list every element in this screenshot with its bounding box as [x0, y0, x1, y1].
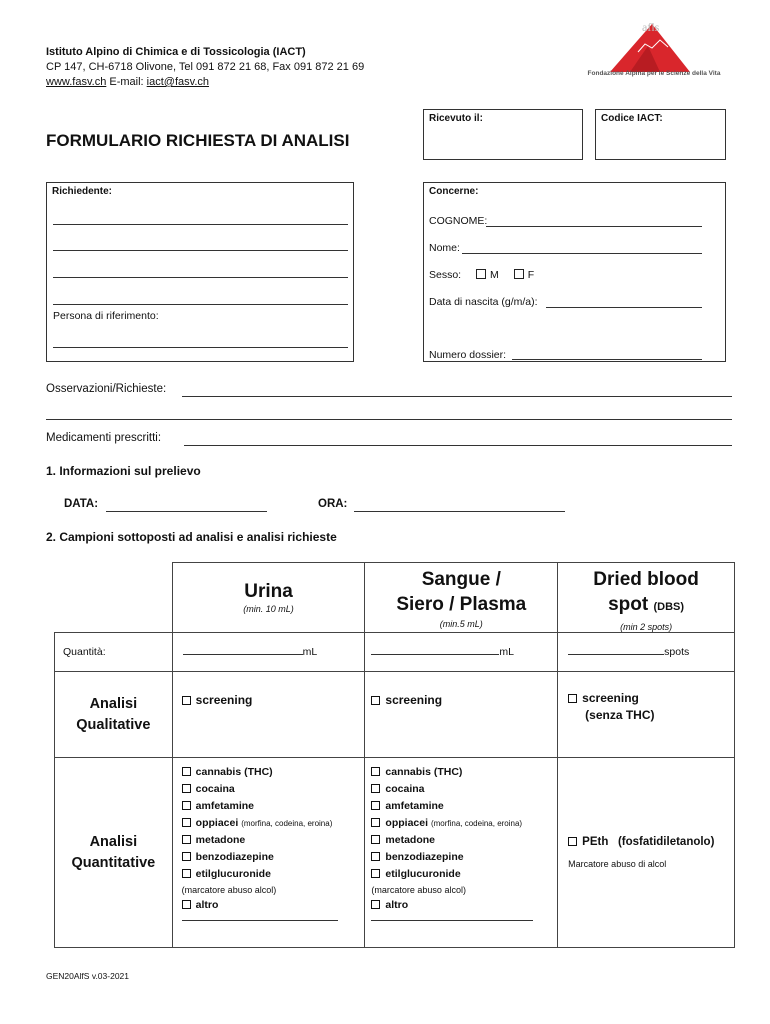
blood-benzo-label: benzodiazepine [385, 851, 464, 863]
urine-item-cannabis[interactable] [182, 764, 365, 781]
observations-line-1[interactable] [182, 396, 732, 397]
blood-cocaine-checkbox[interactable] [371, 784, 380, 793]
urine-opiates-note: (morfina, codeina, eroina) [241, 819, 333, 828]
urine-item-benzo[interactable] [182, 849, 365, 866]
dbs-peth-checkbox[interactable] [568, 837, 577, 846]
col-header-urine [172, 563, 365, 633]
col-blood-sub: (min.5 mL) [439, 619, 483, 629]
blood-item-cocaine[interactable] [371, 781, 557, 798]
requester-line-3[interactable] [53, 277, 348, 278]
unit-dbs: spots [664, 646, 690, 658]
urine-item-methadone[interactable] [182, 832, 365, 849]
urine-other-field[interactable] [182, 920, 338, 921]
col-blood-title1: Sangue / [421, 569, 501, 590]
name-label: Nome: [429, 242, 460, 254]
blood-item-opiates[interactable] [371, 815, 557, 832]
urine-amphetamine-checkbox[interactable] [182, 801, 191, 810]
observations-line-2[interactable] [46, 419, 732, 420]
code-label: Codice IACT: [601, 113, 663, 124]
urine-item-etg[interactable] [182, 866, 365, 883]
birth-label: Data di nascita (g/m/a): [429, 296, 538, 308]
dbs-peth-note: Marcatore abuso di alcol [568, 859, 667, 869]
concerns-label: Concerne: [429, 186, 479, 197]
contact-line [46, 74, 209, 90]
screening-dbs-label: screening [582, 691, 639, 705]
urine-methadone-label: metadone [195, 834, 246, 846]
sex-label: Sesso: [429, 269, 462, 281]
institute-address: CP 147, CH-6718 Olivone, Tel 091 872 21 68, Fax 091 872 21 69 [46, 61, 365, 73]
blood-other-label: altro [385, 899, 409, 911]
time-field[interactable] [354, 511, 565, 512]
contact-person-label: Persona di riferimento: [53, 310, 159, 322]
sex-row [429, 269, 534, 281]
medications-line[interactable] [184, 445, 732, 446]
screening-urine-checkbox[interactable] [182, 696, 191, 705]
urine-other-label: altro [195, 899, 219, 911]
blood-cannabis-label: cannabis (THC) [385, 766, 463, 778]
col-header-blood [365, 563, 558, 633]
sex-f-checkbox[interactable] [514, 269, 524, 279]
blood-cocaine-label: cocaina [385, 783, 425, 795]
blood-cannabis-checkbox[interactable] [371, 767, 380, 776]
date-label: DATA: [64, 498, 99, 510]
section1-title: 1. Informazioni sul prelievo [46, 464, 201, 478]
blood-item-cannabis[interactable] [371, 764, 557, 781]
dossier-label: Numero dossier: [429, 349, 507, 361]
afls-logo [587, 14, 721, 84]
quantitative-dbs [558, 758, 735, 948]
col-urine-sub: (min. 10 mL) [243, 604, 294, 614]
analysis-table [54, 562, 735, 948]
urine-benzo-label: benzodiazepine [195, 851, 274, 863]
col-urine-title: Urina [244, 581, 293, 602]
urine-benzo-checkbox[interactable] [182, 852, 191, 861]
urine-opiates-label: oppiacei [195, 817, 239, 829]
quantitative-label2: Quantitative [71, 854, 156, 871]
quantity-blood[interactable] [365, 633, 558, 672]
quantitative-urine [172, 758, 365, 948]
received-label: Ricevuto il: [429, 113, 483, 124]
observations-label: Osservazioni/Richieste: [46, 383, 167, 395]
urine-item-other[interactable] [182, 897, 365, 914]
blood-item-other[interactable] [371, 897, 557, 914]
blood-etg-checkbox[interactable] [371, 869, 380, 878]
quantitative-row-label [55, 758, 173, 948]
blood-benzo-checkbox[interactable] [371, 852, 380, 861]
urine-opiates-checkbox[interactable] [182, 818, 191, 827]
requester-line-2[interactable] [53, 250, 348, 251]
screening-dbs-checkbox[interactable] [568, 694, 577, 703]
blood-other-checkbox[interactable] [371, 900, 380, 909]
qualitative-dbs [558, 672, 735, 758]
blood-opiates-note: (morfina, codeina, eroina) [430, 819, 523, 828]
screening-blood-option[interactable] [371, 692, 557, 709]
blood-etg-label: etilglucuronide [385, 868, 461, 880]
website-link[interactable]: www.fasv.ch [46, 76, 107, 88]
urine-item-amphetamine[interactable] [182, 798, 365, 815]
received-box[interactable] [423, 109, 583, 160]
urine-amphetamine-label: amfetamine [195, 800, 255, 812]
blood-item-benzo[interactable] [371, 849, 557, 866]
requester-box [46, 182, 354, 362]
qualitative-urine [172, 672, 365, 758]
requester-line-1[interactable] [53, 224, 348, 225]
sex-m-checkbox[interactable] [476, 269, 486, 279]
quantitative-blood [365, 758, 558, 948]
col-header-dbs [558, 563, 735, 633]
blood-amphetamine-checkbox[interactable] [371, 801, 380, 810]
blood-amphetamine-label: amfetamine [385, 800, 444, 812]
section2-title: 2. Campioni sottoposti ad analisi e analisi richieste [46, 530, 337, 544]
requester-label: Richiedente: [52, 186, 113, 197]
screening-blood-label: screening [385, 693, 443, 707]
urine-methadone-checkbox[interactable] [182, 835, 191, 844]
requester-line-4[interactable] [53, 304, 348, 305]
birth-field[interactable] [546, 307, 702, 308]
blood-methadone-checkbox[interactable] [371, 835, 380, 844]
concerns-box [423, 182, 726, 362]
screening-blood-checkbox[interactable] [371, 696, 380, 705]
qualitative-label1: Analisi [89, 695, 138, 712]
qualitative-label2: Qualitative [76, 716, 151, 733]
surname-field[interactable] [486, 226, 702, 227]
col-dbs-title2-row [558, 592, 734, 620]
sex-f-option[interactable] [514, 269, 534, 281]
dossier-field[interactable] [512, 359, 702, 360]
dbs-items [568, 834, 734, 871]
urine-items [182, 764, 365, 921]
blood-other-field[interactable] [371, 920, 533, 921]
col-dbs-suffix: (DBS) [653, 601, 685, 613]
table-corner [55, 563, 173, 633]
urine-cocaine-label: cocaina [195, 783, 235, 795]
blood-etg-note: (marcatore abuso alcol) [371, 885, 466, 895]
unit-urine: mL [302, 646, 318, 658]
col-dbs-title1: Dried blood [593, 569, 699, 590]
col-dbs-title2: spot [608, 594, 649, 615]
sex-f-label: F [527, 269, 535, 281]
col-dbs-sub: (min 2 spots) [620, 622, 673, 632]
screening-dbs-note: (senza THC) [585, 708, 655, 722]
quantity-urine[interactable] [172, 633, 365, 672]
email-link[interactable]: iact@fasv.ch [146, 76, 209, 88]
blood-item-amphetamine[interactable] [371, 798, 557, 815]
surname-label: COGNOME: [429, 215, 488, 227]
urine-cannabis-checkbox[interactable] [182, 767, 191, 776]
email-label: E-mail: [109, 76, 144, 88]
screening-urine-label: screening [195, 693, 253, 707]
blood-item-etg[interactable] [371, 866, 557, 883]
urine-etg-note: (marcatore abuso alcol) [181, 885, 277, 895]
institute-name: Istituto Alpino di Chimica e di Tossicologia (IACT) [46, 46, 306, 58]
unit-blood: mL [499, 646, 514, 658]
blood-methadone-label: metadone [385, 834, 435, 846]
code-box[interactable] [595, 109, 726, 160]
blood-opiates-label: oppiacei [385, 817, 429, 829]
urine-cannabis-label: cannabis (THC) [195, 766, 273, 778]
urine-cocaine-checkbox[interactable] [182, 784, 191, 793]
urine-item-opiates[interactable] [182, 815, 365, 832]
time-label: ORA: [318, 498, 348, 510]
quantitative-label1: Analisi [89, 833, 138, 850]
qualitative-row-label [55, 672, 173, 758]
urine-item-cocaine[interactable] [182, 781, 365, 798]
quantity-dbs[interactable] [558, 633, 735, 672]
blood-opiates-checkbox[interactable] [371, 818, 380, 827]
dbs-peth-label: PEth (fosfatidiletanolo) [582, 836, 715, 848]
quantity-label: Quantità: [55, 633, 173, 672]
screening-dbs-option[interactable] [568, 690, 734, 707]
qualitative-blood [365, 672, 558, 758]
name-field[interactable] [462, 253, 702, 254]
medications-label: Medicamenti prescritti: [46, 432, 162, 444]
logo-letters: afls [642, 20, 660, 34]
screening-urine-option[interactable] [182, 692, 365, 709]
sex-m-option[interactable] [476, 269, 499, 281]
page-title: FORMULARIO RICHIESTA DI ANALISI [46, 131, 350, 150]
footer-version: GEN20AlfS v.03-2021 [46, 971, 129, 981]
blood-items [371, 764, 557, 921]
sex-m-label: M [490, 269, 499, 281]
contact-person-line[interactable] [53, 347, 348, 348]
urine-other-checkbox[interactable] [182, 900, 191, 909]
col-blood-title2: Siero / Plasma [396, 594, 527, 615]
date-field[interactable] [106, 511, 267, 512]
logo-tagline: Fondazione Alpina per le Scienze della Vita [587, 70, 721, 77]
blood-item-methadone[interactable] [371, 832, 557, 849]
dbs-item-peth[interactable] [568, 834, 734, 851]
urine-etg-label: etilglucuronide [195, 868, 271, 880]
urine-etg-checkbox[interactable] [182, 869, 191, 878]
